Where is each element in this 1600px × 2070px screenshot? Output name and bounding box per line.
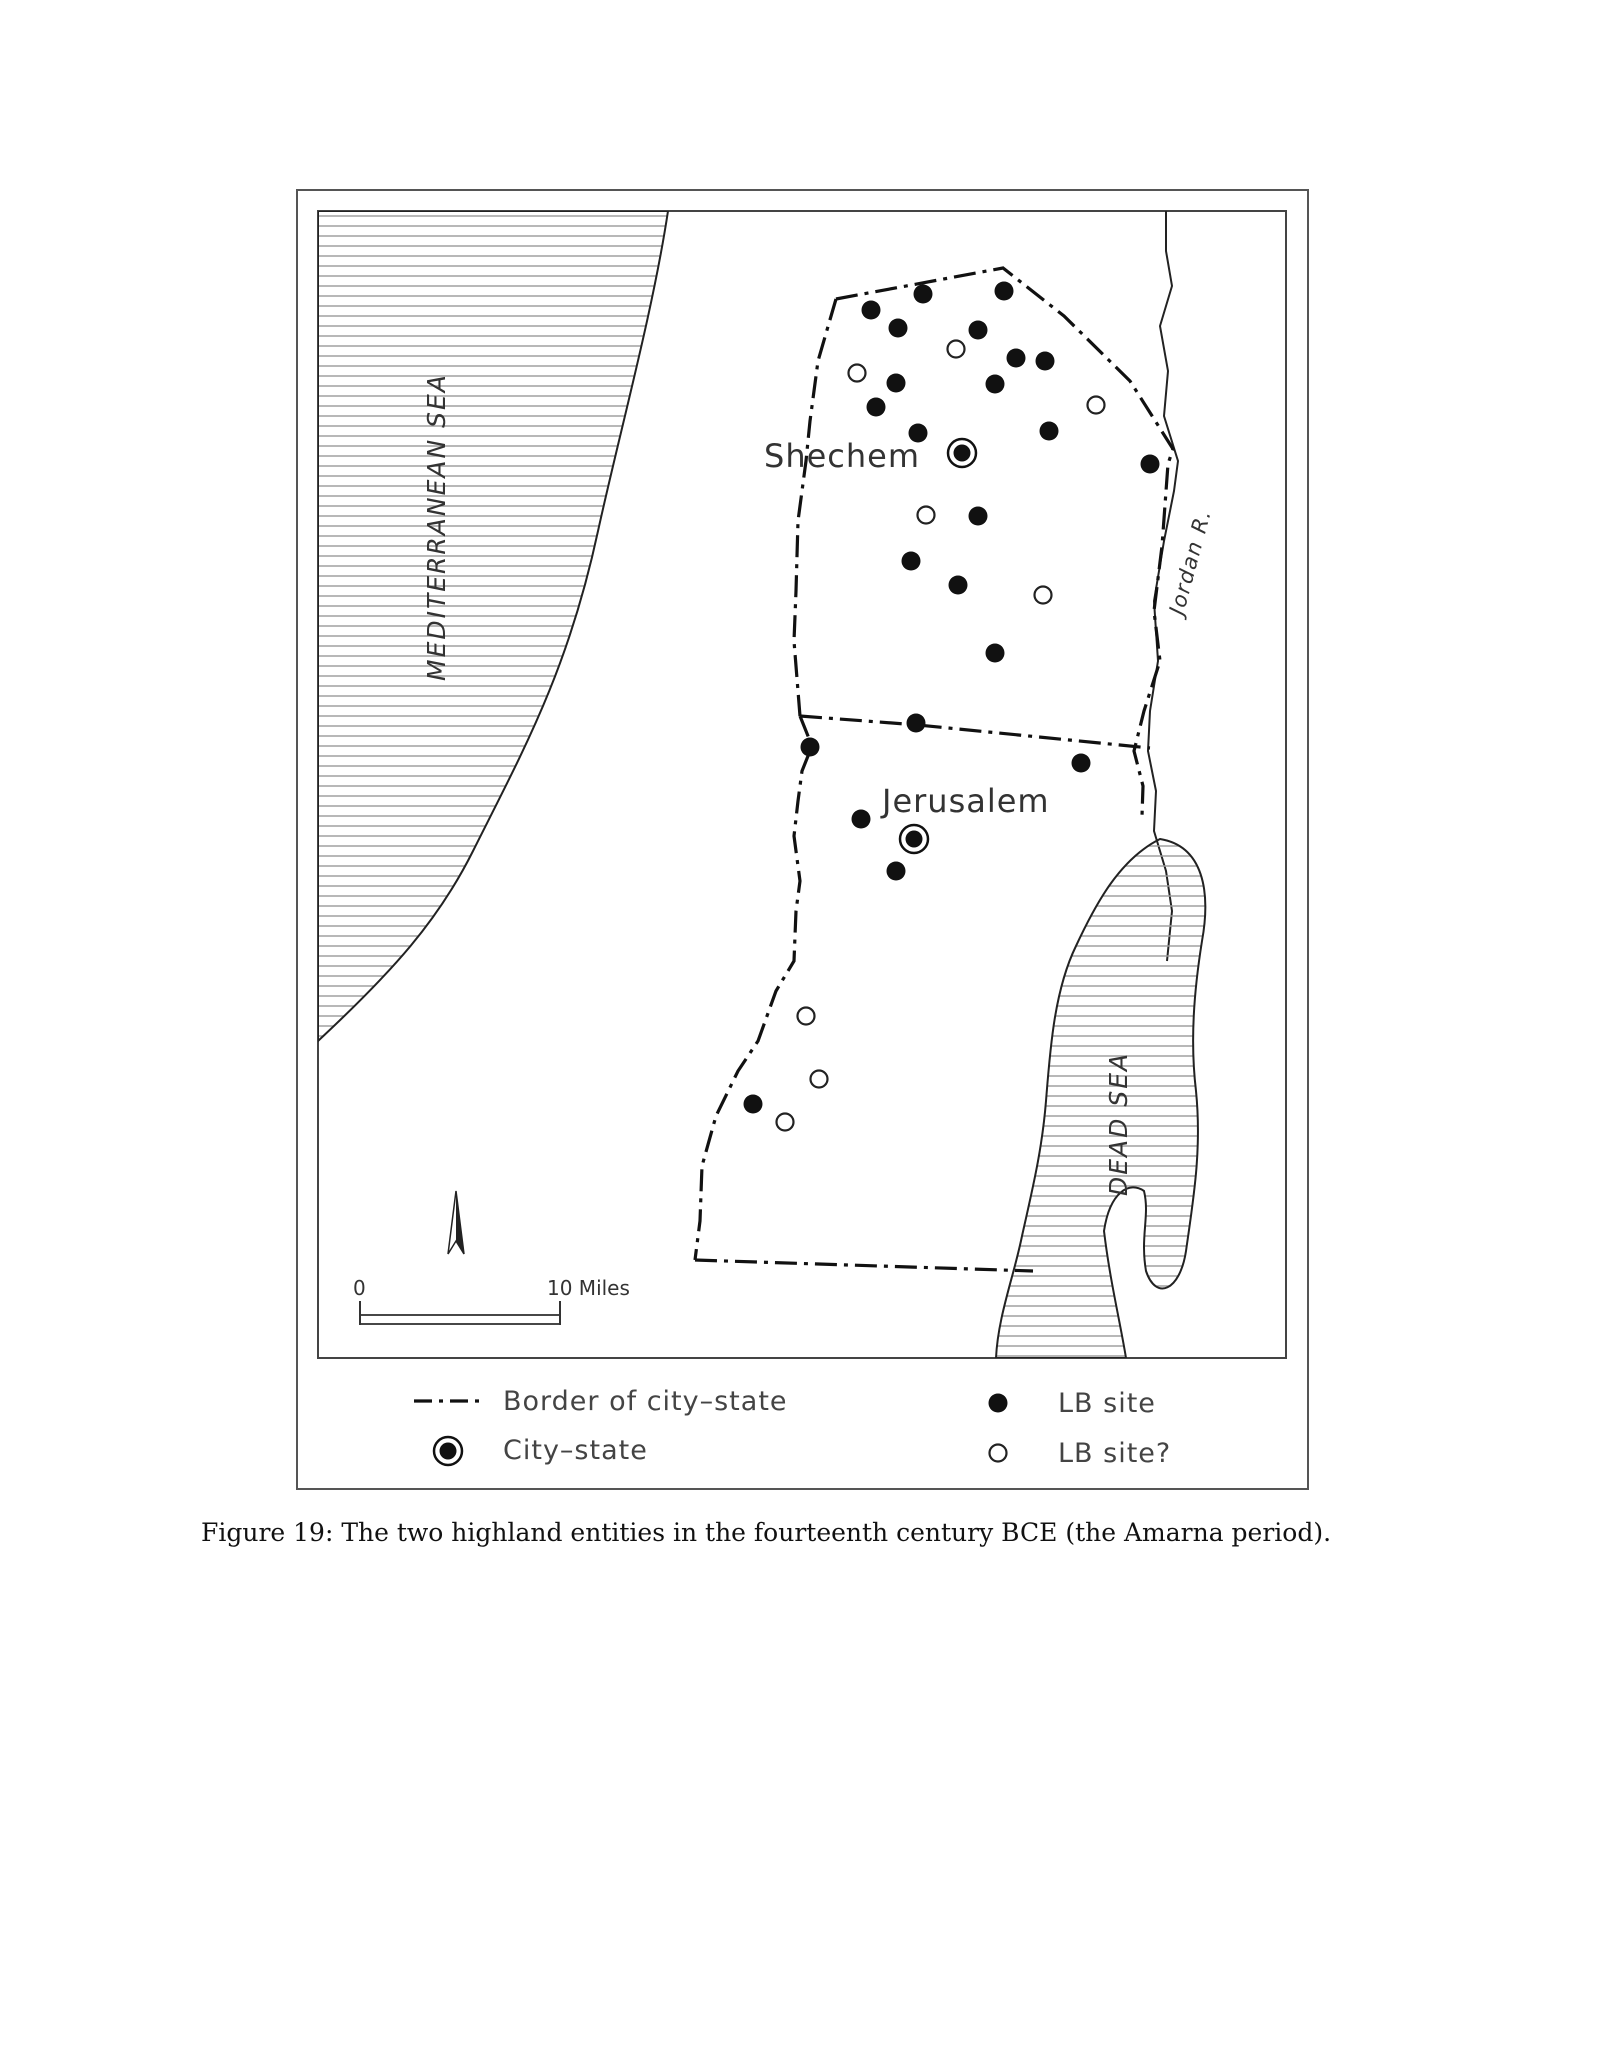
legend bbox=[414, 1386, 1171, 1469]
lb-site bbox=[887, 862, 906, 881]
lb-site bbox=[902, 552, 921, 571]
lb-site bbox=[969, 321, 988, 340]
lb-site bbox=[801, 738, 820, 757]
lb-site-uncertain bbox=[777, 1114, 794, 1131]
lb-site bbox=[744, 1095, 763, 1114]
lb-site bbox=[852, 810, 871, 829]
lb-site bbox=[986, 375, 1005, 394]
lb-site bbox=[867, 398, 886, 417]
lb-site bbox=[969, 507, 988, 526]
legend-lb-site-label: LB site bbox=[1058, 1388, 1156, 1419]
scale-start-label: 0 bbox=[353, 1276, 366, 1300]
lb-site bbox=[1040, 422, 1059, 441]
legend-lb-site-swatch bbox=[989, 1394, 1008, 1413]
lb-site bbox=[907, 714, 926, 733]
lb-site bbox=[887, 374, 906, 393]
shechem-label: Shechem bbox=[764, 437, 921, 475]
lb-site bbox=[1072, 754, 1091, 773]
legend-lb-site-uncertain-label: LB site? bbox=[1058, 1438, 1172, 1469]
jordan-river-label: Jordan R. bbox=[1164, 506, 1216, 618]
mediterranean-sea-label: MEDITERRANEAN SEA bbox=[422, 373, 451, 681]
figure-caption: Figure 19: The two highland entities in the fourteenth century BCE (the Amarna period). bbox=[201, 1518, 1332, 1547]
legend-city-state-label: City–state bbox=[503, 1435, 648, 1466]
lb-site bbox=[986, 644, 1005, 663]
lb-site-uncertain bbox=[798, 1008, 815, 1025]
map-canvas bbox=[298, 191, 1307, 1488]
legend-city-state-swatch bbox=[434, 1437, 462, 1465]
dead-sea-label: DEAD SEA bbox=[1104, 1051, 1133, 1196]
lb-site bbox=[1141, 455, 1160, 474]
scale-end-label: 10 Miles bbox=[547, 1276, 630, 1300]
legend-lb-site-uncertain-swatch bbox=[990, 1445, 1007, 1462]
lb-site bbox=[889, 319, 908, 338]
lb-site bbox=[1007, 349, 1026, 368]
jerusalem-label: Jerusalem bbox=[882, 782, 1050, 820]
lb-site-uncertain bbox=[1088, 397, 1105, 414]
lb-site bbox=[862, 301, 881, 320]
lb-site bbox=[914, 285, 933, 304]
lb-site-uncertain bbox=[811, 1071, 828, 1088]
lb-site-uncertain bbox=[948, 341, 965, 358]
lb-site bbox=[1036, 352, 1055, 371]
lb-site bbox=[949, 576, 968, 595]
lb-site-uncertain bbox=[1035, 587, 1052, 604]
legend-border-label: Border of city–state bbox=[503, 1386, 788, 1417]
lb-site bbox=[995, 282, 1014, 301]
map-figure bbox=[296, 189, 1309, 1490]
lb-site-uncertain bbox=[918, 507, 935, 524]
city-state-jerusalem bbox=[900, 825, 928, 853]
lb-site-uncertain bbox=[849, 365, 866, 382]
city-state-shechem bbox=[948, 439, 976, 467]
